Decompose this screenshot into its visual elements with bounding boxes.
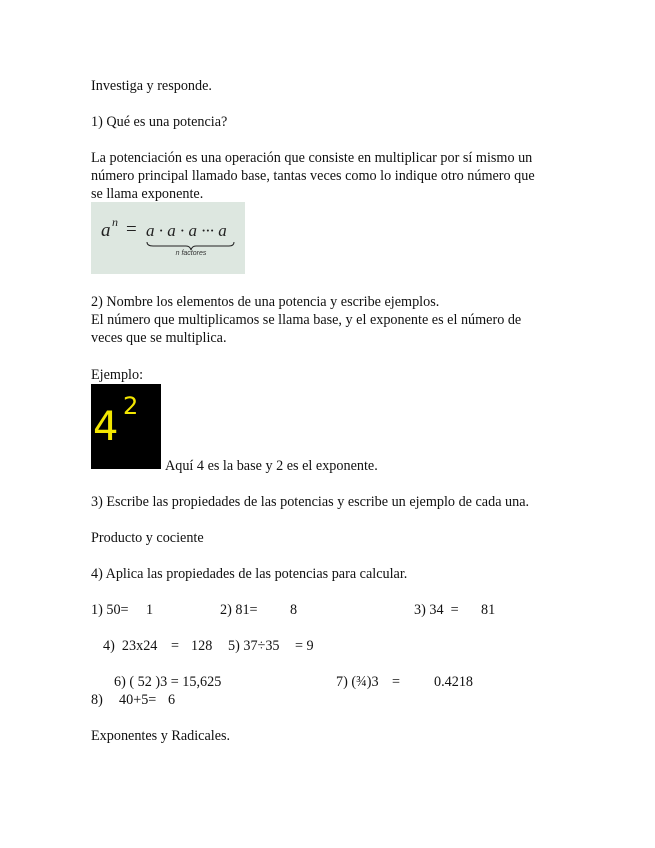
example-base: 4 (93, 404, 119, 450)
exercise-4-answer: 128 (191, 638, 213, 654)
page-heading: Investiga y responde. (91, 78, 212, 94)
underbrace-icon (147, 242, 234, 250)
power-formula-image (91, 202, 245, 274)
exercise-1-answer: 1 (146, 602, 154, 618)
answer-2-line-1: El número que multiplicamos se llama base, y el exponente es el número de (91, 312, 522, 328)
answer-2-line-2: veces que se multiplica. (91, 330, 227, 346)
formula-base: a (101, 220, 111, 241)
exercise-1-label: 1) 50= (91, 602, 129, 618)
example-exponent: 2 (123, 392, 139, 420)
exercise-8-expression: 40+5= (119, 692, 157, 708)
question-3: 3) Escribe las propiedades de las potencias y escribe un ejemplo de cada una. (91, 494, 530, 510)
exercise-5-answer: = 9 (295, 638, 314, 654)
exercise-8-label: 8) (91, 692, 103, 708)
exercise-7-answer: 0.4218 (434, 674, 474, 690)
exercise-7-label: 7) (¾)3 (336, 674, 379, 690)
example-power-image (91, 384, 161, 469)
exercise-5-label: 5) 37÷35 (228, 638, 280, 654)
question-1: 1) Qué es una potencia? (91, 114, 228, 130)
exercise-7-equals: = (392, 674, 401, 690)
exercise-6: 6) ( 52 )3 = 15,625 (114, 674, 222, 690)
formula-exponent: n (112, 215, 118, 229)
exercise-4-label: 4) 23x24 (103, 638, 158, 654)
answer-1-line-1: La potenciación es una operación que consiste en multiplicar por sí mismo un (91, 150, 533, 166)
exercise-4-equals: = (171, 638, 180, 654)
question-2: 2) Nombre los elementos de una potencia y escribe ejemplos. (91, 294, 440, 310)
answer-3: Producto y cociente (91, 530, 204, 546)
exercise-2-label: 2) 81= (220, 602, 258, 618)
question-4: 4) Aplica las propiedades de las potencias para calcular. (91, 566, 408, 582)
formula-product: a · a · a ··· a (146, 221, 227, 240)
underbrace-label: n factores (175, 250, 207, 257)
answer-1-line-3: se llama exponente. (91, 186, 204, 202)
closing-heading: Exponentes y Radicales. (91, 728, 231, 744)
example-caption: Aquí 4 es la base y 2 es el exponente. (165, 458, 378, 474)
exercise-2-answer: 8 (290, 602, 298, 618)
formula-equals: = (126, 219, 137, 240)
answer-1-line-2: número principal llamado base, tantas veces como lo indique otro número que (91, 168, 535, 184)
exercise-3-answer: 81 (481, 602, 496, 618)
exercise-8-answer: 6 (168, 692, 176, 708)
exercise-3-label: 3) 34 = (414, 602, 459, 618)
example-label: Ejemplo: (91, 367, 144, 383)
